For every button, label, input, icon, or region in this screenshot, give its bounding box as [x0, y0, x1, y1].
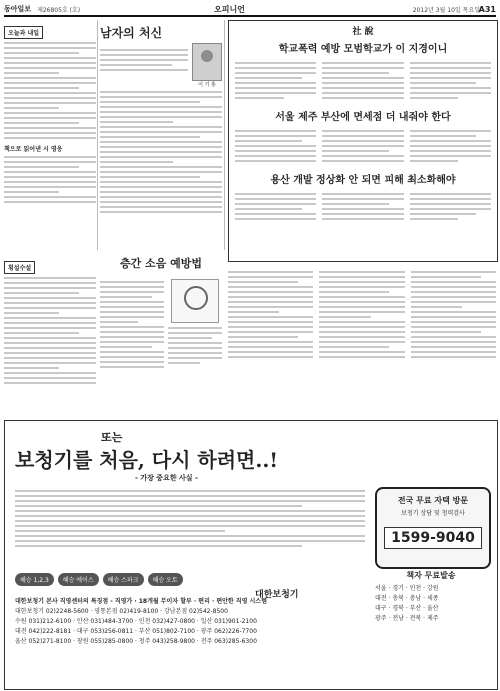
byline	[100, 43, 222, 88]
newspaper-brand: 동아일보	[4, 5, 32, 13]
column-subhead: 책으로 읽어낸 시 영웅	[4, 146, 63, 153]
page-header	[4, 3, 496, 17]
section-title: 오피니언	[214, 4, 245, 14]
branch-row: 수원 031)212-6100 · 안산 031)484-3700 · 인천 032)427-0800 · 일산 031)901-2100	[15, 618, 257, 625]
feature-body-start	[100, 46, 188, 74]
column-feature	[100, 20, 222, 250]
column-tag: 횡설수설	[4, 261, 35, 274]
editorial-box	[228, 20, 498, 262]
product-tag: 혜승 1,2,3	[15, 573, 54, 586]
ad-subtitle: - 가장 중요한 사실 -	[135, 474, 198, 482]
ad-headline	[15, 427, 365, 471]
product-tag: 혜승 스파크	[103, 573, 144, 586]
editorial-body-3	[229, 190, 497, 223]
issue-date: 2012년 3월 10일 목요일	[412, 6, 480, 14]
feature-body	[100, 91, 222, 213]
ad-body	[15, 487, 365, 550]
region-row: 서울 · 경기 · 인천 · 강원	[375, 585, 439, 592]
home-visit-box	[375, 487, 491, 569]
editorial-headline-1: 학교폭력 예방 모범학교가 이 지경이니	[278, 44, 448, 55]
feature-title: 남자의 처신	[100, 26, 163, 40]
branch-row: 울산 052)271-8100 · 창원 055)285-0800 · 청주 043)258-9800 · 전주 063)285-6300	[15, 638, 257, 645]
product-tag: 혜승 오토	[148, 573, 183, 586]
branch-row: 대한보청기 본사 직영센터의 특징점 - 직영가 · 18개월 무이자 할부 · 편리 · 편안한 직영 시스템	[15, 598, 267, 605]
column-body	[4, 277, 96, 384]
product-tag: 혜승 에이스	[58, 573, 99, 586]
box-title: 전국 무료 자택 방문	[397, 496, 469, 505]
editorial-body-1	[229, 59, 497, 102]
editorial-label: 社 說	[352, 27, 374, 37]
ad-accent: 또는	[101, 431, 123, 444]
editorial-continuation	[228, 265, 496, 415]
column-divider	[97, 20, 98, 250]
author-photo	[192, 43, 222, 81]
noise-title: 층간 소음 예방법	[119, 257, 203, 270]
column-tag: 오늘과 내일	[4, 26, 43, 39]
box-subtitle: 보청기 상담 및 청력검사	[401, 510, 465, 517]
issue-meta: 제26805호 (호)	[37, 6, 81, 14]
editorial-headline-3: 용산 개발 정상화 안 되면 피해 최소화해야	[270, 175, 456, 186]
page-number: A31	[478, 4, 496, 14]
branch-row: 대한보청기 02)2248-5600 · 영통본점 02)419-8100 · 강남본점 02)542-8500	[15, 608, 228, 615]
cartoon-illustration	[171, 279, 219, 323]
hearing-aid-advertisement	[4, 420, 498, 690]
column-body	[4, 42, 96, 203]
editorial-body-2	[229, 127, 497, 165]
noise-body-right	[168, 327, 222, 364]
editorial-headline-2: 서울 제주 부산에 면세점 더 내줘야 한다	[275, 112, 451, 123]
brochure-title: 책자 무료발송	[406, 571, 456, 580]
ad-branch-list	[15, 597, 370, 647]
region-row: 대구 · 경북 · 부산 · 울산	[375, 605, 439, 612]
region-row: 대전 · 충북 · 충남 · 세종	[375, 595, 439, 602]
column-today-tomorrow	[4, 20, 96, 250]
region-row: 광주 · 전남 · 전북 · 제주	[375, 615, 439, 622]
author-name: 이 기 홍	[198, 82, 216, 88]
ad-brand: 대한보청기	[255, 590, 299, 600]
phone-number[interactable]: 1599-9040	[384, 527, 482, 549]
noise-body	[100, 278, 164, 371]
column-hoengseol	[4, 255, 96, 415]
branch-row: 대전 042)222-8181 · 대구 053)256-0811 · 부산 051)802-7100 · 광주 062)226-7700	[15, 628, 257, 635]
ad-product-tags	[15, 573, 183, 586]
column-divider	[224, 20, 225, 250]
column-noise	[100, 255, 222, 415]
brochure-list	[375, 571, 487, 624]
ad-headline-text: 보청기를 처음, 다시 하려면..!	[15, 448, 279, 472]
